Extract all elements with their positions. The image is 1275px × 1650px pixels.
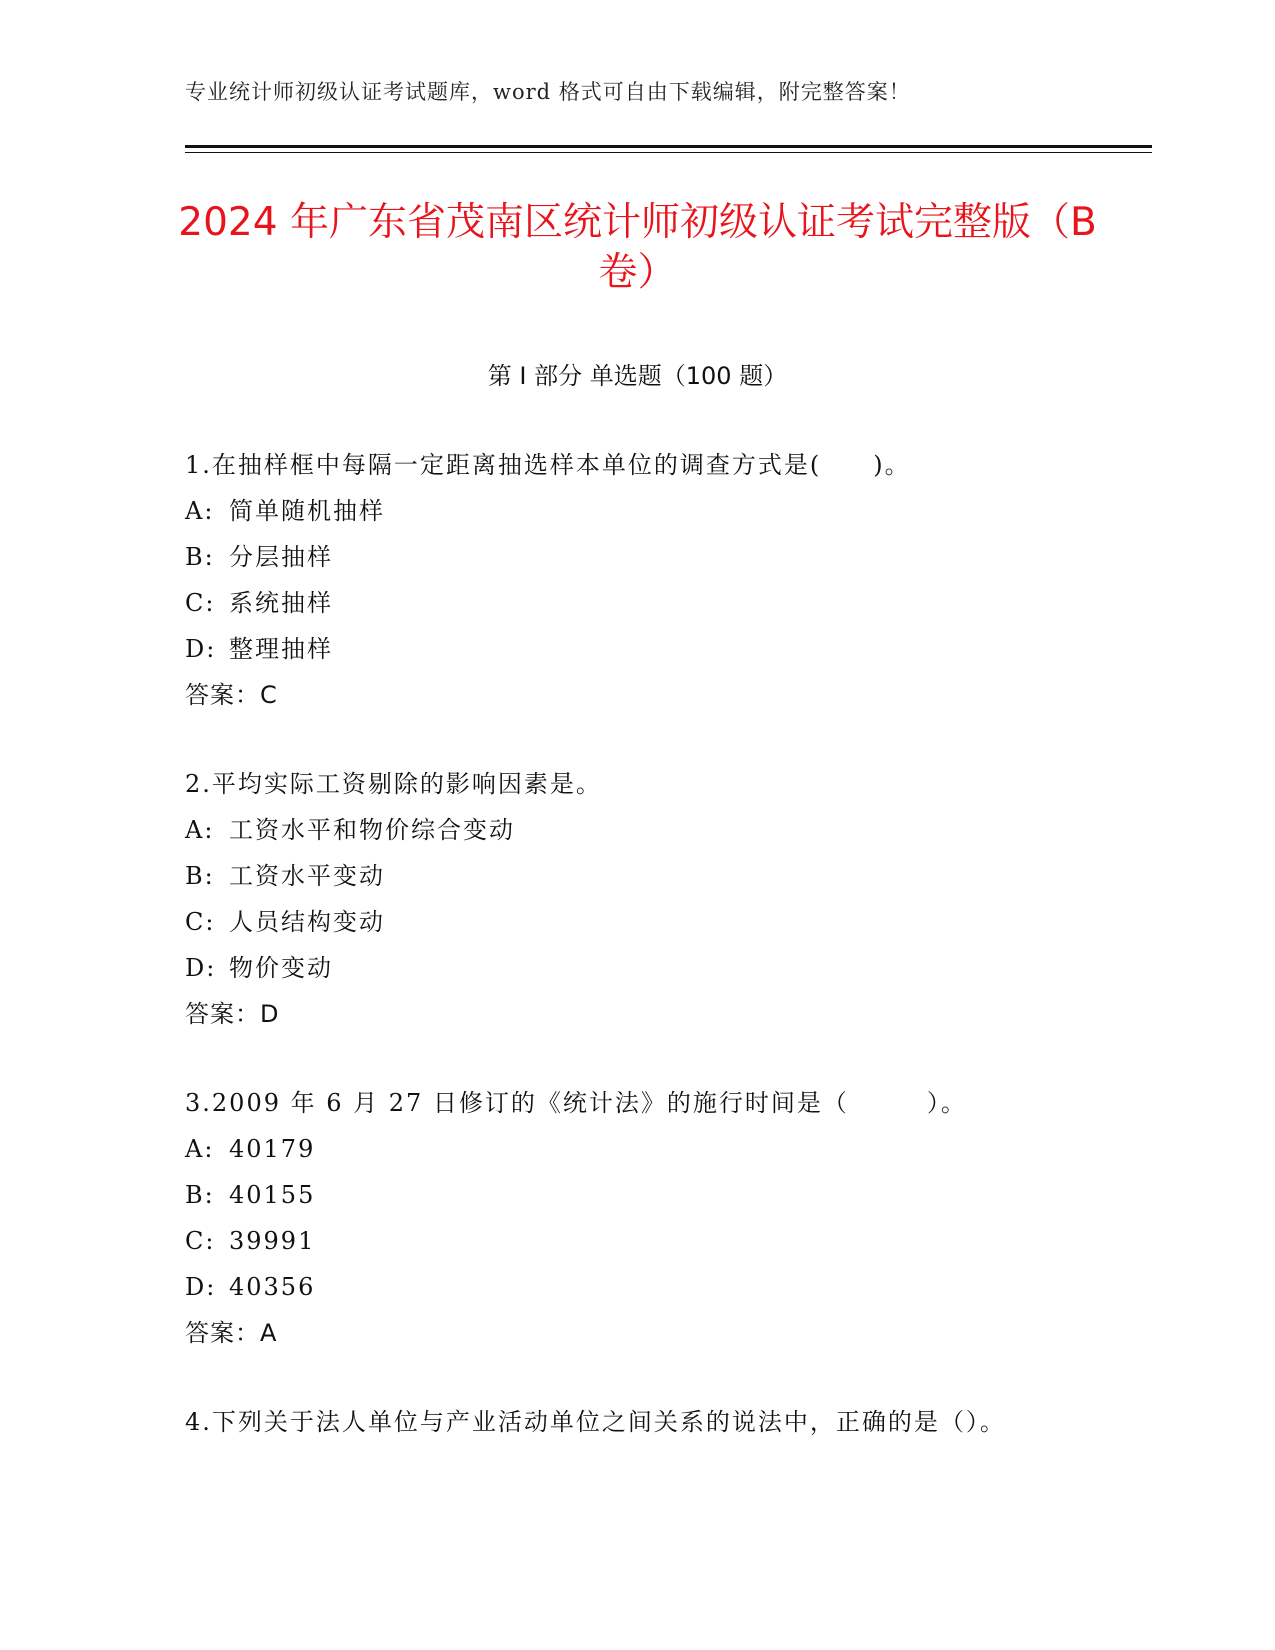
- option-key: B:: [185, 862, 215, 890]
- answer-line: 答案：A: [185, 1319, 278, 1347]
- question-stem: 2.平均实际工资剔除的影响因素是。: [185, 770, 602, 798]
- option-text: 简单随机抽样: [229, 497, 385, 525]
- option-text: 整理抽样: [229, 635, 333, 663]
- question-stem: 4.下列关于法人单位与产业活动单位之间关系的说法中，正确的是（）。: [185, 1408, 1006, 1436]
- option-c: [185, 899, 1085, 945]
- option-key: C:: [185, 589, 216, 617]
- option-c: [185, 1218, 1085, 1264]
- question-4: [185, 1399, 1085, 1445]
- option-d: [185, 945, 1085, 991]
- option-key: B:: [185, 1181, 215, 1209]
- header-rule-thin: [185, 152, 1152, 153]
- question-3: [185, 1080, 1085, 1356]
- option-c: [185, 580, 1085, 626]
- option-key: A:: [185, 497, 215, 525]
- section-heading: 第 I 部分 单选题（100 题）: [487, 362, 788, 390]
- answer-line: 答案：C: [185, 681, 278, 709]
- question-list: [185, 442, 1085, 1488]
- option-text: 物价变动: [229, 954, 333, 982]
- option-b: [185, 534, 1085, 580]
- option-text: 工资水平变动: [229, 862, 385, 890]
- header-note: 专业统计师初级认证考试题库，word 格式可自由下载编辑，附完整答案！: [185, 80, 911, 104]
- option-d: [185, 1264, 1085, 1310]
- question-1: [185, 442, 1085, 718]
- option-a: [185, 807, 1085, 853]
- answer-line: 答案：D: [185, 1000, 280, 1028]
- question-stem: 3.2009 年 6 月 27 日修订的《统计法》的施行时间是（ ）。: [185, 1089, 967, 1117]
- option-text: 40356: [229, 1273, 316, 1301]
- option-b: [185, 1172, 1085, 1218]
- option-text: 工资水平和物价综合变动: [229, 816, 515, 844]
- option-text: 40155: [229, 1181, 316, 1209]
- option-text: 39991: [229, 1227, 316, 1255]
- option-text: 系统抽样: [229, 589, 333, 617]
- option-d: [185, 626, 1085, 672]
- option-key: D:: [185, 635, 217, 663]
- option-key: A:: [185, 816, 215, 844]
- question-2: [185, 761, 1085, 1037]
- option-key: C:: [185, 908, 216, 936]
- option-text: 人员结构变动: [229, 908, 385, 936]
- option-key: D:: [185, 1273, 217, 1301]
- option-key: B:: [185, 543, 215, 571]
- option-key: D:: [185, 954, 217, 982]
- option-text: 40179: [229, 1135, 316, 1163]
- option-b: [185, 853, 1085, 899]
- option-a: [185, 488, 1085, 534]
- option-text: 分层抽样: [229, 543, 333, 571]
- header-rule-thick: [185, 145, 1152, 148]
- option-key: C:: [185, 1227, 216, 1255]
- document-title: 2024 年广东省茂南区统计师初级认证考试完整版（B 卷）: [178, 200, 1097, 295]
- option-a: [185, 1126, 1085, 1172]
- question-stem: 1.在抽样框中每隔一定距离抽选样本单位的调查方式是( )。: [185, 451, 911, 479]
- option-key: A:: [185, 1135, 215, 1163]
